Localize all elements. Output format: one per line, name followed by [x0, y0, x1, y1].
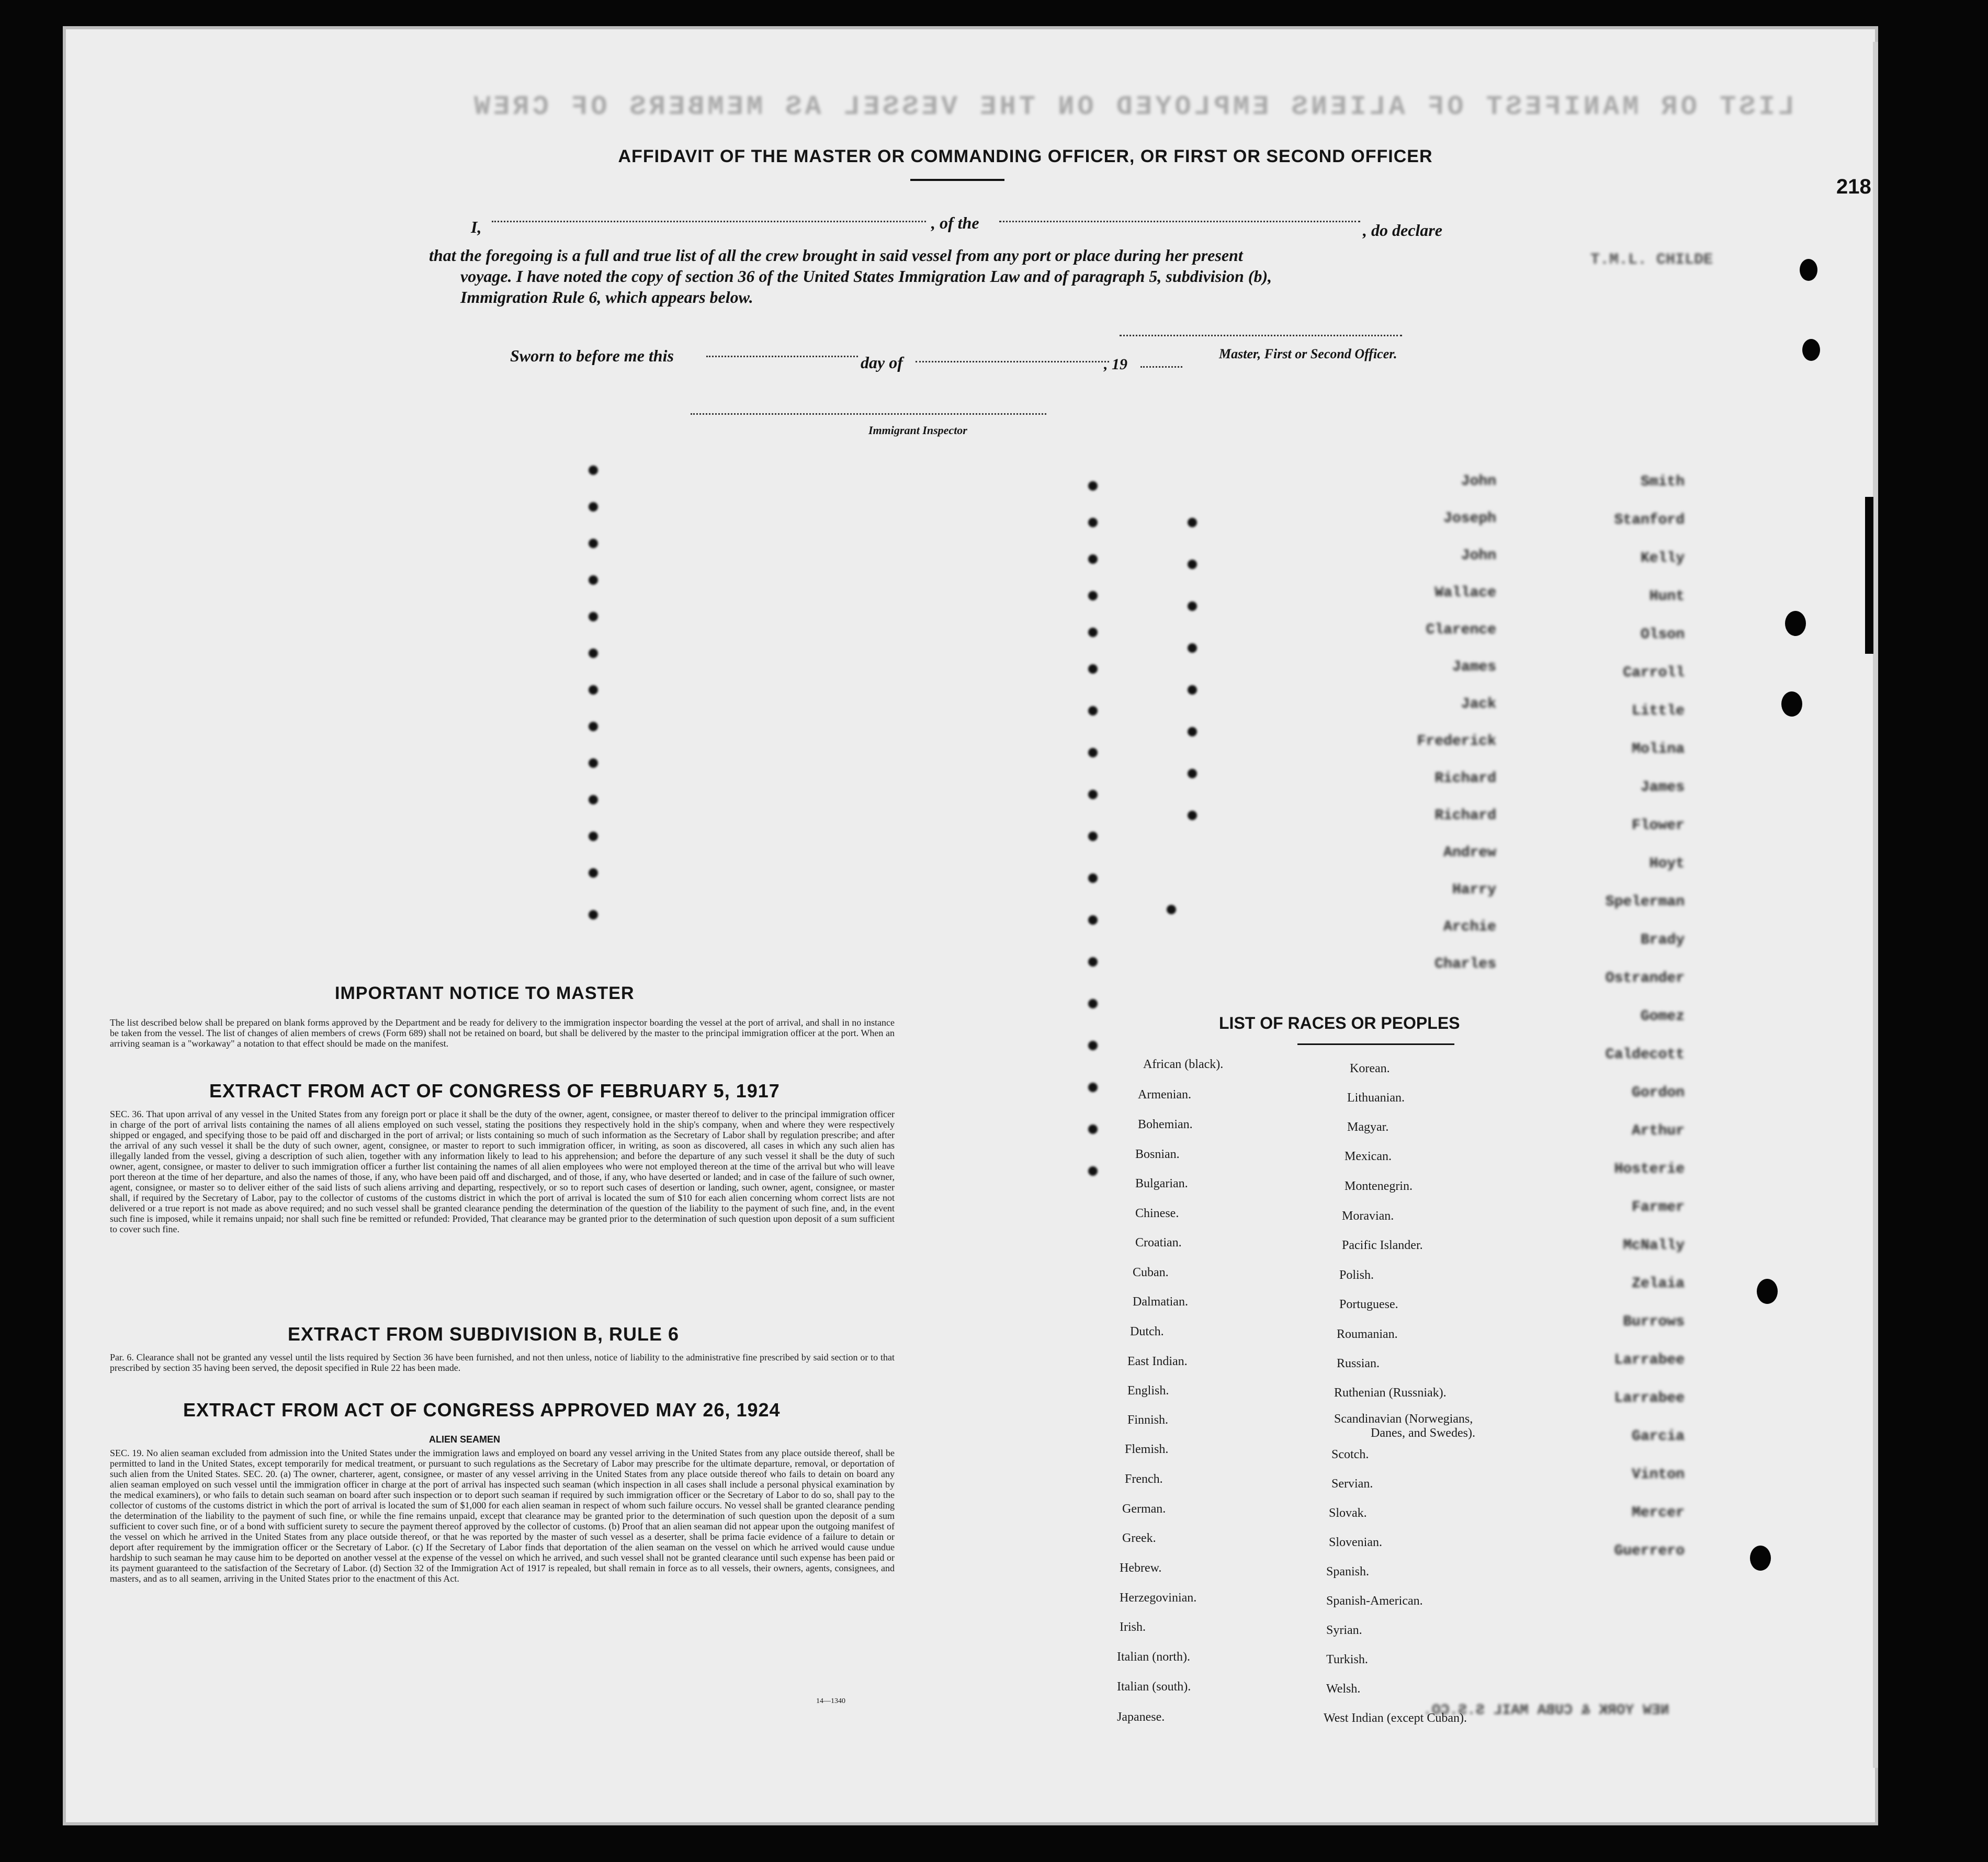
race-item: Flemish.: [1125, 1443, 1169, 1456]
title-rule: [910, 179, 1004, 181]
race-item: Ruthenian (Russniak).: [1334, 1386, 1447, 1400]
extract-1924-text: SEC. 19. No alien seaman excluded from admission into the United States under the immigration laws and employed on board any vessel arriving in the United States from any place outside thereof, shall be permitted to land in the United States, except temporarily for medical treatment, or pursuant to such regulations as the Secretary of Labor may prescribe for the ultimate departure, removal, or deportation of such alien from the United States. SEC. 20. (a) The owner, charterer, agent, consignee, or master of any vessel arriving in the United States from any place outside thereof who fails to detain on board any alien seaman employed on such vessel until the immigration officer in charge at the port of arrival has inspected such seaman (which inspection in all cases shall include a personal physical examination by the medical examiners), or who fails to detain such seaman on board after such inspection or to deport such seaman if required by such immigration officer or the Secretary of Labor to do so, shall pay to the collector of customs of the customs district in which the port of arrival is located the sum of $1,000 for each alien seaman in respect of whom such failure occurs. No vessel shall be granted clearance pending the determination of the liability to the payment of such fine, or while the fine remains unpaid, except that clearance may be granted prior to the determination of such question upon the deposit of a sum sufficient to cover such fine, or of a bond with sufficient surety to secure the payment thereof approved by the collector of customs. (b) Proof that an alien seaman did not appear upon the outgoing manifest of the vessel on which he arrived in the United States from any place outside thereof, or that he was reported by the master of such vessel as a deserter, shall be prima facie evidence of a failure to detain or deport after requirement by the immigration officer or the Secretary of Labor. (c) If the Secretary of Labor finds that deportation of the alien seaman on the vessel on which he arrived would cause undue hardship to such seaman he may cause him to be deported on another vessel at the expense of the vessel on which he arrived, and such vessel shall not be granted clearance until such expense has been paid or its payment guaranteed to the satisfaction of the Secretary of Labor. (d) Section 32 of the Immigration Act of 1917 is repealed, but shall remain in force as to all vessels, their owners, agents, consignees, and masters, and as to all seamen, arriving in the United States prior to the enactment of this Act.: [110, 1448, 895, 1584]
races-title: LIST OF RACES OR PEOPLES: [1219, 1014, 1460, 1032]
race-item: Greek.: [1122, 1531, 1156, 1545]
page-number: 218: [1836, 175, 1871, 198]
race-item: Japanese.: [1117, 1710, 1165, 1724]
race-item: Finnish.: [1127, 1413, 1169, 1427]
race-item: Russian.: [1337, 1357, 1380, 1370]
race-item: Welsh.: [1326, 1682, 1361, 1696]
bleed-bottom: NEW YORK & CUBA MAIL S.S.CO.: [1423, 1702, 1669, 1719]
race-item: Spanish-American.: [1326, 1594, 1423, 1608]
race-item: Herzegovinian.: [1120, 1591, 1197, 1605]
sworn-day-blank: [706, 356, 858, 357]
race-item: Pacific Islander.: [1342, 1239, 1423, 1252]
race-item: English.: [1127, 1384, 1169, 1398]
notice-title: IMPORTANT NOTICE TO MASTER: [335, 983, 635, 1003]
affidavit-line3: voyage. I have noted the copy of section 36 of the United States Immigration Law and of paragraph 5, subdivision (b),: [460, 267, 1272, 286]
race-item: Croatian.: [1135, 1236, 1182, 1250]
race-item: Hebrew.: [1120, 1561, 1162, 1575]
race-item: African (black).: [1143, 1058, 1224, 1071]
rule6-text: Par. 6. Clearance shall not be granted any vessel until the lists required by Section 36 have been furnished, and not then unless, notice of liability to the administrative fine prescribed by said section or to that prescribed by section 35 having been served, the deposit specified in Rule 22 has been made.: [110, 1352, 895, 1373]
vessel-blank: [999, 221, 1360, 222]
binder-hole: [1785, 611, 1806, 636]
race-item: Dutch.: [1130, 1325, 1164, 1338]
binder-hole: [1800, 259, 1817, 281]
extract-1917-title: EXTRACT FROM ACT OF CONGRESS OF FEBRUARY 5, 1917: [209, 1080, 780, 1102]
race-item: Magyar.: [1347, 1120, 1389, 1134]
race-item: East Indian.: [1127, 1355, 1188, 1368]
master-label: Master, First or Second Officer.: [1219, 346, 1397, 361]
race-item: French.: [1125, 1472, 1163, 1486]
race-item: Armenian.: [1138, 1088, 1191, 1102]
race-item: Cuban.: [1133, 1266, 1169, 1279]
month-blank: [916, 361, 1109, 362]
race-item: Mexican.: [1345, 1150, 1392, 1163]
race-item: West Indian (except Cuban).: [1324, 1711, 1467, 1725]
race-item: Italian (north).: [1117, 1650, 1190, 1664]
affidavit-i: I,: [471, 218, 482, 236]
sworn-label: Sworn to before me this: [510, 346, 674, 365]
rule6-title: EXTRACT FROM SUBDIVISION B, RULE 6: [288, 1323, 680, 1345]
race-item: Irish.: [1120, 1620, 1146, 1634]
race-item: Slovak.: [1329, 1506, 1367, 1520]
race-item: Polish.: [1339, 1268, 1374, 1282]
extract-1924-title: EXTRACT FROM ACT OF CONGRESS APPROVED MAY 26, 1924: [183, 1399, 781, 1421]
bleed-first-names: John Joseph John Wallace Clarence James Jack Frederick Richard Richard Andrew Harry Archie Charles: [1417, 473, 1496, 972]
race-item: Italian (south).: [1117, 1680, 1191, 1694]
race-item: Syrian.: [1326, 1623, 1362, 1637]
race-item: Scotch.: [1331, 1448, 1369, 1461]
race-item: Korean.: [1350, 1062, 1390, 1075]
day-of-label: day of: [861, 353, 903, 372]
binder-hole: [1757, 1279, 1778, 1304]
race-item: German.: [1122, 1502, 1166, 1516]
year-blank: [1140, 366, 1182, 368]
affidavit-do-declare: , do declare: [1363, 221, 1442, 240]
race-item: Roumanian.: [1337, 1327, 1398, 1341]
race-item: Danes, and Swedes).: [1371, 1426, 1475, 1440]
notice-text: The list described below shall be prepared on blank forms approved by the Department and be ready for delivery to the immigration inspector boarding the vessel at the port of arrival, and shall in no instance be taken from the vessel. The list of changes of alien members of crews (Form 689) shall not be retained on board, but shall be delivered by the master to the principal immigration officer at the port. When an arriving seaman is a "workaway" a notation to that effect should be made on the manifest.: [110, 1017, 895, 1049]
race-item: Chinese.: [1135, 1207, 1179, 1220]
extract-1917-text: SEC. 36. That upon arrival of any vessel in the United States from any foreign port or place it shall be the duty of the owner, agent, consignee, or master thereof to deliver to the principal immigration officer in charge of the port of arrival lists containing the names of all aliens employed on such vessel, stating the positions they respectively hold in the ship's company, when and where they were respectively shipped or engaged, and specifying those to be paid off and discharged in the port of arrival; or lists containing so much of such information as the Secretary of Labor shall by regulation prescribe; and after the arrival of any such vessel it shall be the duty of such owner, agent, consignee, or master to report to such immigration officer, in writing, as soon as discovered, all cases in which any such alien has illegally landed from the vessel, giving a description of such alien, together with any information likely to lead to his apprehension; and before the departure of any such vessel it shall be the duty of such owner, agent, consignee, or master to deliver to such immigration officer a further list containing the names of all alien employees who were not employed thereon at the time of the arrival but who will leave port thereon at the time of her departure, and also the names of those, if any, who have been paid off and discharged, and of those, if any, who have deserted or landed; and in case of the failure of such owner, agent, consignee, or master so to deliver either of the said lists of such aliens arriving and departing, respectively, or so to report such cases of desertion or landing, such owner, agent, consignee, or master shall, if required by the Secretary of Labor, pay to the collector of customs of the customs district in which the port of arrival is located the sum of $10 for each alien concerning whom correct lists are not delivered or a true report is not made as above required; and no such vessel shall be granted clearance pending the determination of the question of the liability to the payment of such fine, and, in the event such fine is imposed, while it remains unpaid; nor shall such fine be remitted or refunded: Provided, That clearance may be granted prior to the determination of such question upon deposit of a sum sufficient to cover such fine.: [110, 1109, 895, 1234]
affidavit-of-the: , of the: [931, 213, 979, 232]
race-item: Scandinavian (Norwegians,: [1334, 1412, 1473, 1426]
binder-hole: [1781, 691, 1802, 717]
bleed-header: LIST OR MANIFEST OF ALIENS EMPLOYED ON THE VESSEL AS MEMBERS OF CREW: [471, 92, 1794, 122]
race-item: Turkish.: [1326, 1653, 1368, 1666]
race-item: Bohemian.: [1138, 1118, 1193, 1131]
form-number: 14—1340: [816, 1697, 845, 1705]
right-edge-tab: [1865, 497, 1873, 654]
binder-hole: [1802, 339, 1820, 361]
race-item: Spanish.: [1326, 1565, 1370, 1579]
bleed-surnames: Smith Stanford Kelly Hunt Olson Carroll Little Molina James Flower Hoyt Spelerman Brady Ostrander Gomez Caldecott Gordon Arthur Hosterie Farmer McNally Zelaia Burrows Larrabee Larrabee Garcia Vinton Mercer Guerrero: [1605, 474, 1685, 1559]
inspector-blank: [691, 413, 1046, 415]
race-item: Slovenian.: [1329, 1536, 1382, 1549]
race-item: Montenegrin.: [1345, 1179, 1413, 1193]
master-signature-blank: [1120, 335, 1402, 336]
race-item: Moravian.: [1342, 1209, 1394, 1223]
alien-seamen-heading: ALIEN SEAMEN: [429, 1434, 501, 1445]
affidavit-line4: Immigration Rule 6, which appears below.: [460, 288, 753, 306]
races-title-rule: [1297, 1043, 1454, 1045]
race-item: Lithuanian.: [1347, 1091, 1405, 1105]
page-edge-right: [1873, 42, 1878, 1768]
inspector-label: Immigrant Inspector: [868, 424, 967, 437]
affidavit-line2: that the foregoing is a full and true list of all the crew brought in said vessel from any port or place during her present: [429, 246, 1243, 265]
year-label: , 19: [1104, 356, 1127, 373]
name-blank: [492, 221, 926, 222]
race-item: Servian.: [1331, 1477, 1373, 1491]
race-item: Bulgarian.: [1135, 1177, 1188, 1190]
race-item: Portuguese.: [1339, 1298, 1398, 1311]
affidavit-title: AFFIDAVIT OF THE MASTER OR COMMANDING OFFICER, OR FIRST OR SECOND OFFICER: [618, 146, 1433, 166]
bleed-right-header: T.M.L. CHILDE: [1590, 251, 1713, 269]
binder-hole: [1750, 1546, 1771, 1571]
race-item: Bosnian.: [1135, 1148, 1180, 1161]
document-page: [63, 26, 1878, 1825]
race-item: Dalmatian.: [1133, 1295, 1188, 1309]
